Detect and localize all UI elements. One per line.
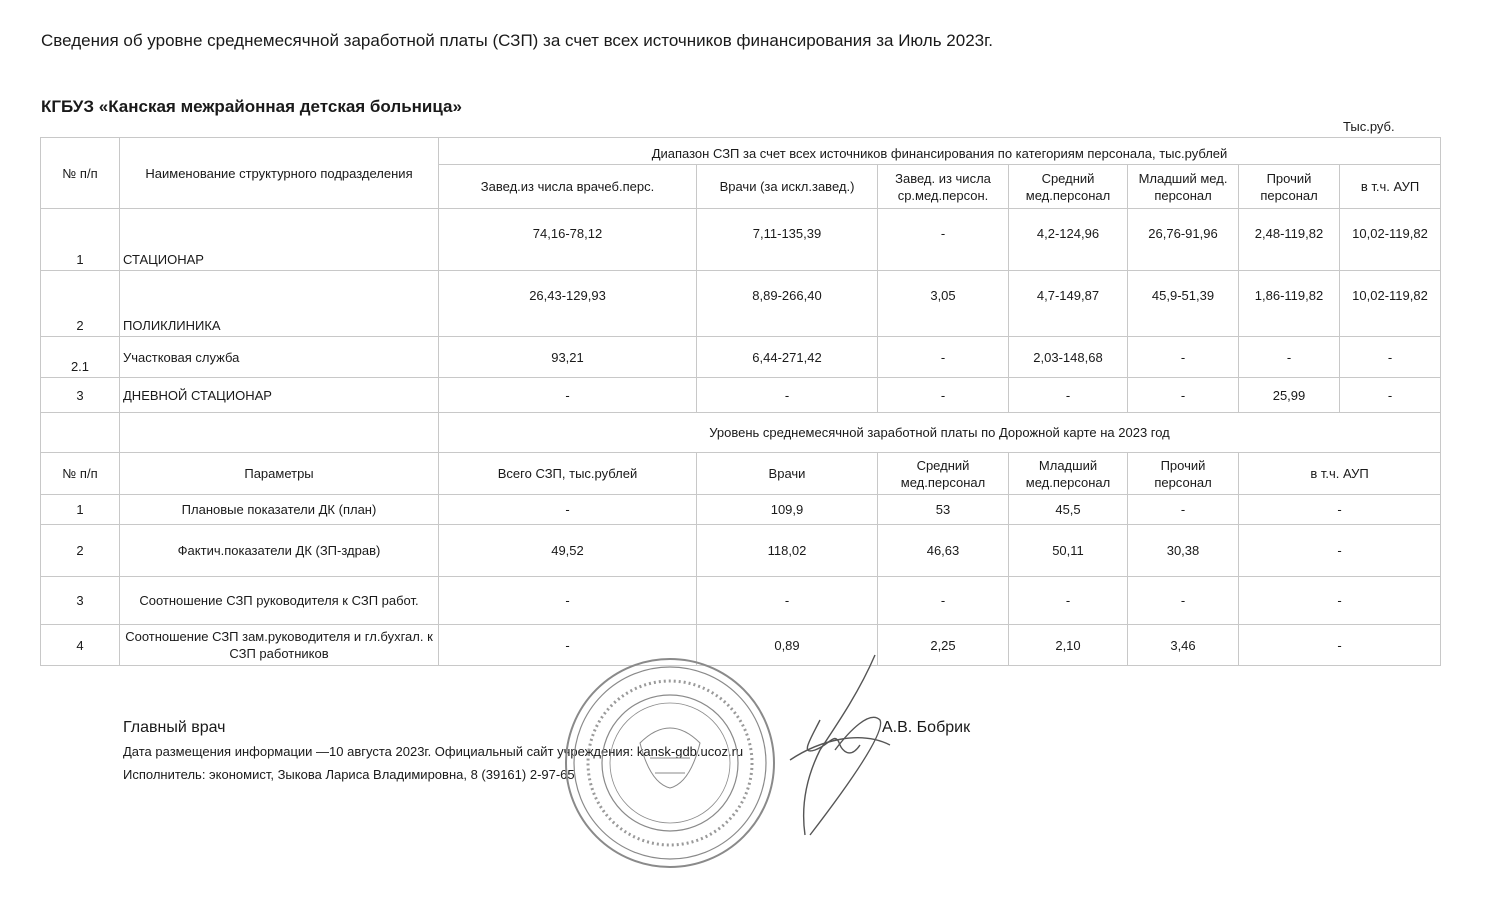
cell: 2,03-148,68 <box>1009 337 1128 378</box>
cell: 10,02-119,82 <box>1340 209 1441 271</box>
table-row <box>41 525 1441 577</box>
empty-cell <box>41 413 120 453</box>
col-name-header: Наименование структурного подразделения <box>120 138 439 209</box>
cell: - <box>1009 378 1128 413</box>
cell: 3,46 <box>1128 625 1239 666</box>
cell: - <box>1239 525 1441 577</box>
cell: 7,11-135,39 <box>697 209 878 271</box>
cell: - <box>1239 495 1441 525</box>
cell: 0,89 <box>697 625 878 666</box>
col-header: Врачи <box>697 453 878 495</box>
roadmap-group-header: Уровень среднемесячной заработной платы по Дорожной карте на 2023 год <box>439 413 1441 453</box>
cell: - <box>1340 337 1441 378</box>
cell: 93,21 <box>439 337 697 378</box>
row-name: Соотношение СЗП зам.руководителя и гл.бухгал. к СЗП работников <box>120 625 439 666</box>
col-header: № п/п <box>41 453 120 495</box>
col-header: Врачи (за искл.завед.) <box>697 165 878 209</box>
col-header: Всего СЗП, тыс.рублей <box>439 453 697 495</box>
row-name: Фактич.показатели ДК (ЗП-здрав) <box>120 525 439 577</box>
cell: - <box>1239 577 1441 625</box>
table-row <box>41 577 1441 625</box>
table-row <box>41 495 1441 525</box>
cell: - <box>1009 577 1128 625</box>
cell: 4,2-124,96 <box>1009 209 1128 271</box>
row-num: 3 <box>41 577 120 625</box>
row-num: 3 <box>41 378 120 413</box>
col-header: Завед.из числа врачеб.перс. <box>439 165 697 209</box>
row-name: ПОЛИКЛИНИКА <box>120 271 439 337</box>
cell: 6,44-271,42 <box>697 337 878 378</box>
stamp-icon <box>560 648 780 878</box>
cell: - <box>878 577 1009 625</box>
row-name: Плановые показатели ДК (план) <box>120 495 439 525</box>
publication-info: Дата размещения информации —10 августа 2023г. Официальный сайт учреждения: kansk-gdb.ucoz.ru <box>123 744 744 759</box>
cell: - <box>878 337 1009 378</box>
cell: 25,99 <box>1239 378 1340 413</box>
cell: - <box>439 378 697 413</box>
cell: 3,05 <box>878 271 1009 337</box>
roadmap-table <box>40 412 1441 666</box>
col-header: Параметры <box>120 453 439 495</box>
row-num: 2 <box>41 271 120 337</box>
col-header: Завед. из числа ср.мед.персон. <box>878 165 1009 209</box>
chief-doctor-label: Главный врач <box>123 719 226 736</box>
empty-cell <box>120 413 439 453</box>
executor-info: Исполнитель: экономист, Зыкова Лариса Владимировна, 8 (39161) 2-97-65 <box>123 767 575 782</box>
col-header: Средний мед.персонал <box>878 453 1009 495</box>
cell: - <box>878 378 1009 413</box>
cell: 46,63 <box>878 525 1009 577</box>
salary-range-table <box>40 137 1441 413</box>
col-header: Младший мед.персонал <box>1009 453 1128 495</box>
col-header: Прочий персонал <box>1239 165 1340 209</box>
col-header: в т.ч. АУП <box>1239 453 1441 495</box>
cell: 45,5 <box>1009 495 1128 525</box>
table-row <box>41 337 1441 378</box>
table-row <box>41 271 1441 337</box>
table-row <box>41 209 1441 271</box>
document-title: Сведения об уровне среднемесячной заработной платы (СЗП) за счет всех источников финансирования за Июль 2023г. <box>41 31 993 50</box>
col-header: Младший мед. персонал <box>1128 165 1239 209</box>
row-num: 2.1 <box>41 337 120 378</box>
cell: 4,7-149,87 <box>1009 271 1128 337</box>
cell: - <box>1239 625 1441 666</box>
row-name: СТАЦИОНАР <box>120 209 439 271</box>
signature-icon <box>780 650 920 840</box>
cell: 109,9 <box>697 495 878 525</box>
cell: 49,52 <box>439 525 697 577</box>
col-header: Средний мед.персонал <box>1009 165 1128 209</box>
cell: 53 <box>878 495 1009 525</box>
cell: - <box>1128 337 1239 378</box>
cell: - <box>439 495 697 525</box>
cell: - <box>1128 577 1239 625</box>
cell: 2,25 <box>878 625 1009 666</box>
col-num-header: № п/п <box>41 138 120 209</box>
row-num: 4 <box>41 625 120 666</box>
range-group-header: Диапазон СЗП за счет всех источников финансирования по категориям персонала, тыс.рублей <box>439 138 1441 165</box>
cell: 2,10 <box>1009 625 1128 666</box>
cell: 45,9-51,39 <box>1128 271 1239 337</box>
cell: 50,11 <box>1009 525 1128 577</box>
cell: - <box>697 378 878 413</box>
signer-name: А.В. Бобрик <box>882 719 971 736</box>
cell: - <box>878 209 1009 271</box>
cell: 8,89-266,40 <box>697 271 878 337</box>
cell: - <box>1239 337 1340 378</box>
row-num: 2 <box>41 525 120 577</box>
row-name: Соотношение СЗП руководителя к СЗП работ. <box>120 577 439 625</box>
cell: 1,86-119,82 <box>1239 271 1340 337</box>
cell: - <box>439 625 697 666</box>
row-name: Участковая служба <box>120 337 439 378</box>
col-header: Прочий персонал <box>1128 453 1239 495</box>
cell: - <box>1128 378 1239 413</box>
cell: 30,38 <box>1128 525 1239 577</box>
cell: 26,76-91,96 <box>1128 209 1239 271</box>
row-name: ДНЕВНОЙ СТАЦИОНАР <box>120 378 439 413</box>
cell: - <box>1340 378 1441 413</box>
cell: 26,43-129,93 <box>439 271 697 337</box>
row-num: 1 <box>41 495 120 525</box>
cell: 10,02-119,82 <box>1340 271 1441 337</box>
cell: 74,16-78,12 <box>439 209 697 271</box>
table-row <box>41 378 1441 413</box>
units-label: Тыс.руб. <box>1343 119 1395 134</box>
cell: 2,48-119,82 <box>1239 209 1340 271</box>
organization-name: КГБУЗ «Канская межрайонная детская больница» <box>41 97 462 116</box>
cell: - <box>439 577 697 625</box>
cell: 118,02 <box>697 525 878 577</box>
cell: - <box>1128 495 1239 525</box>
cell: - <box>697 577 878 625</box>
col-header: в т.ч. АУП <box>1340 165 1441 209</box>
row-num: 1 <box>41 209 120 271</box>
